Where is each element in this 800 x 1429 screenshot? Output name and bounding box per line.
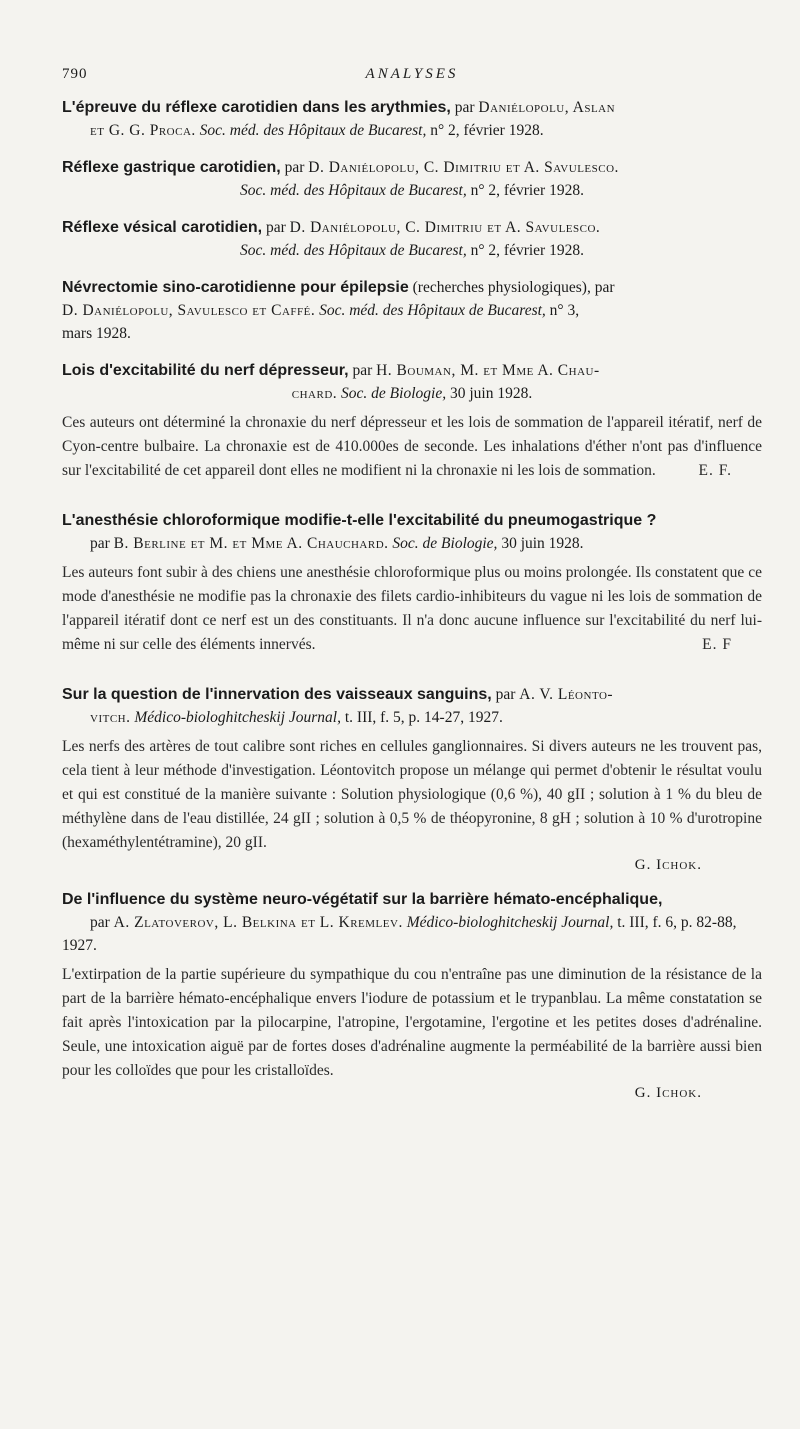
entry-detail: 30 juin 1928. bbox=[449, 385, 533, 402]
entry-detail: 30 juin 1928. bbox=[501, 535, 584, 552]
abstract-entry bbox=[62, 509, 762, 657]
summary-text: Les nerfs des artères de tout calibre sont riches en cellules ganglionnaires. Si divers auteurs ne les trouvent pas, cela tient à leur méthode d'investigation. Léontovitch propose un mélange qui permet d'obtenir le résultat voulu et qui est constitué de la manière suivante : Solution physiologique (0,6 %), 40 gII ; solution à 1 % du bleu de méthylène dans de l'eau distillée, 24 gII ; solution à 0,5 % de théopyronine, 8 gH ; solution à 10 % d'urotropine (hexaméthylentétramine), 20 gII. bbox=[62, 738, 762, 851]
entry-title: L'anesthésie chloroformique modifie-t-elle l'excitabilité du pneumogastrique ? bbox=[62, 512, 657, 529]
entry-by: par bbox=[284, 159, 305, 176]
entry-heading bbox=[62, 276, 762, 345]
entry-detail: n° 2, février 1928. bbox=[430, 122, 544, 139]
entry-by: par bbox=[90, 914, 110, 931]
entry-by: par bbox=[352, 362, 373, 379]
entry-source: Soc. méd. des Hôpitaux de Bucarest, bbox=[240, 242, 467, 259]
abstract-entry bbox=[62, 888, 762, 1102]
entry-authors: D. Daniélopolu, C. Dimitriu et A. Savulesco. bbox=[308, 159, 619, 176]
entry-source: Médico-biologhitcheskij Journal, bbox=[406, 914, 614, 931]
entry-authors: A. Zlatoverov, L. Belkina et L. Kremlev. bbox=[113, 914, 403, 931]
entry-heading bbox=[62, 96, 762, 142]
summary-text: L'extirpation de la partie supérieure du sympathique du cou n'entraîne pas une diminution de la résistance de la part de la barrière hémato-encéphalique envers l'iodure de potassium et le trypanblau. La même constatation se fait après l'intoxication par la pilocarpine, l'atropine, l'ergotamine, l'ergotine et les petites doses d'adrénaline. Seule, une intoxication aiguë par de fortes doses d'adrénaline augmente la perméabilité de la barrière aussi bien pour les colloïdes que pour les cristalloïdes. bbox=[62, 966, 762, 1079]
abstract-entry bbox=[62, 683, 762, 874]
entry-authors: Daniélopolu, Aslan bbox=[478, 99, 616, 116]
entry-source: Soc. méd. des Hôpitaux de Bucarest, bbox=[240, 182, 467, 199]
entry-heading bbox=[62, 359, 762, 405]
entry-title: L'épreuve du réflexe carotidien dans les arythmies, bbox=[62, 99, 451, 116]
summary-text: Les auteurs font subir à des chiens une anesthésie chloroformique plus ou moins prolongée. Ils constatent que ce mode d'anesthésie ne modifie pas la chronaxie des filets cardio-inhibiteurs du vague ni les lois de sommation de l'appareil itératif dont ce nerf est un des constituants. Il n'a donc aucune influence sur l'excitabilité du nerf lui-même ni sur celle des éléments innervés. bbox=[62, 564, 762, 653]
entry-title: Sur la question de l'innervation des vaisseaux sanguins, bbox=[62, 686, 492, 703]
entry-summary bbox=[62, 561, 762, 657]
entry-signature: G. Ichok. bbox=[634, 1085, 702, 1101]
entry-authors: A. V. Léonto- bbox=[519, 686, 614, 703]
entry-source: Soc. de Biologie, bbox=[392, 535, 498, 552]
entry-title: Réflexe vésical carotidien, bbox=[62, 219, 263, 236]
entry-summary bbox=[62, 411, 762, 483]
entry-authors: B. Berline et M. et Mme A. Chauchard. bbox=[113, 535, 389, 552]
spacer bbox=[62, 497, 762, 509]
entry-by: par bbox=[265, 219, 286, 236]
entry-title: Névrectomie sino-carotidienne pour épilepsie bbox=[62, 279, 409, 296]
entry-by: par bbox=[90, 535, 110, 552]
entry-authors: D. Daniélopolu, Savulesco et Caffé. bbox=[62, 302, 316, 319]
entry-detail: n° 3, bbox=[549, 302, 580, 319]
abstract-entry bbox=[62, 359, 762, 483]
entry-heading bbox=[62, 509, 762, 555]
entry-by: par bbox=[495, 686, 516, 703]
entry-source: Soc. de Biologie, bbox=[341, 385, 447, 402]
abstract-entry bbox=[62, 96, 762, 142]
page-number: 790 bbox=[62, 66, 88, 82]
entry-by: par bbox=[454, 99, 475, 116]
entry-heading bbox=[62, 683, 762, 729]
entry-signature: E. F. bbox=[698, 462, 732, 479]
entry-heading bbox=[62, 216, 762, 262]
entry-detail: t. III, f. 6, p. 82-88, 1927. bbox=[62, 914, 737, 954]
entry-summary bbox=[62, 735, 762, 855]
spacer bbox=[62, 671, 762, 683]
entry-source: Soc. méd. des Hôpitaux de Bucarest, bbox=[319, 302, 546, 319]
entry-detail: n° 2, février 1928. bbox=[470, 242, 584, 259]
entry-detail: t. III, f. 5, p. 14-27, 1927. bbox=[344, 709, 503, 726]
entry-authors: D. Daniélopolu, C. Dimitriu et A. Savulesco. bbox=[289, 219, 601, 236]
summary-text: Ces auteurs ont déterminé la chronaxie du nerf dépresseur et les lois de sommation de l'appareil itératif, nerf de Cyon-centre bulbaire. La chronaxie est de 410.000es de seconde. Les inhalations d'éther n'ont pas d'influence sur l'excitabilité de cet appareil dont elles ne modifient ni la chronaxie ni les lois de sommation. bbox=[62, 414, 762, 479]
entry-authors-cont: et G. G. Proca. bbox=[90, 122, 196, 139]
entry-authors-cont: vitch. bbox=[90, 709, 131, 726]
entry-heading bbox=[62, 156, 762, 202]
entry-authors-cont: chard. bbox=[291, 385, 338, 402]
entry-source: Soc. méd. des Hôpitaux de Bucarest, bbox=[199, 122, 427, 139]
entry-source: Médico-biologhitcheskij Journal, bbox=[134, 709, 341, 726]
entry-heading bbox=[62, 888, 762, 957]
running-head bbox=[62, 58, 762, 84]
abstract-entry bbox=[62, 156, 762, 202]
section-title: ANALYSES bbox=[365, 66, 459, 82]
entry-note: (recherches physiologiques), par bbox=[412, 279, 615, 296]
entry-signature: G. Ichok. bbox=[634, 857, 702, 873]
abstract-entry bbox=[62, 276, 762, 345]
entry-signature: E. F bbox=[702, 636, 732, 653]
entry-detail: n° 2, février 1928. bbox=[470, 182, 584, 199]
entry-authors: H. Bouman, M. et Mme A. Chau- bbox=[376, 362, 600, 379]
entry-title: Réflexe gastrique carotidien, bbox=[62, 159, 281, 176]
abstract-entry bbox=[62, 216, 762, 262]
entry-summary bbox=[62, 963, 762, 1083]
entry-title: Lois d'excitabilité du nerf dépresseur, bbox=[62, 362, 349, 379]
entry-detail-cont: mars 1928. bbox=[62, 325, 131, 342]
entry-title: De l'influence du système neuro-végétatif sur la barrière hémato-encéphalique, bbox=[62, 891, 663, 908]
